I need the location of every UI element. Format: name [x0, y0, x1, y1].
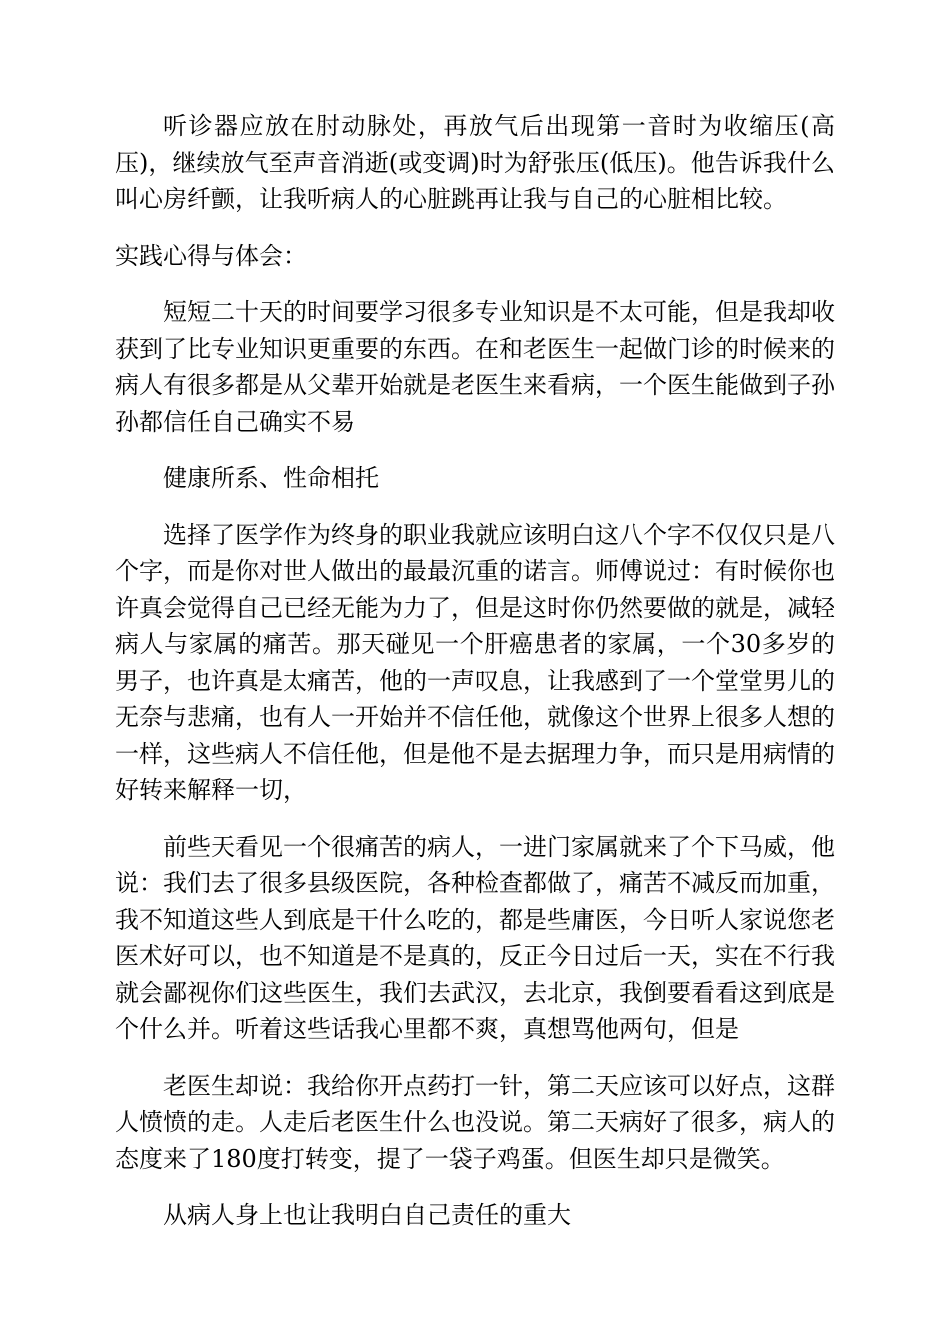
- document-page: [115, 108, 835, 1234]
- paragraph-responsibility: 从病人身上也让我明白自己责任的重大: [163, 1201, 571, 1229]
- paragraph-difficult-patient: 前些天看见一个很痛苦的病人，一进门家属就来了个下马威，他说：我们去了很多县级医院，各种检查都做了，痛苦不减反而加重，我不知道这些人到底是干什么吃的，都是些庸医，今日听人家说您老医术好可以，也不知道是不是真的，反正今日过后一天，实在不行我就会鄙视你们这些医生，我们去武汉，去北京，我倒要看看这到底是个什么并。听着这些话我心里都不爽，真想骂他两句，但是: [115, 832, 835, 1043]
- paragraph-blood-pressure: 听诊器应放在肘动脉处，再放气后出现第一音时为收缩压(高压)，继续放气至声音消逝(或变调)时为舒张压(低压)。他告诉我什么叫心房纤颤，让我听病人的心脏跳再让我与自己的心脏相比较。: [115, 112, 835, 213]
- paragraph-motto: 健康所系、性命相托: [163, 464, 379, 492]
- paragraph-twenty-days: 短短二十天的时间要学习很多专业知识是不太可能，但是我却收获到了比专业知识更重要的东西。在和老医生一起做门诊的时候来的病人有很多都是从父辈开始就是老医生来看病，一个医生能做到子孙孙都信任自己确实不易: [115, 298, 835, 436]
- section-heading-practice-experience: 实践心得与体会：: [115, 241, 307, 270]
- paragraph-doctor-response: 老医生却说：我给你开点药打一针，第二天应该可以好点，这群人愤愤的走。人走后老医生什么也没说。第二天病好了很多，病人的态度来了180度打转变，提了一袋子鸡蛋。但医生却只是微笑。: [115, 1071, 835, 1173]
- paragraph-career-choice: 选择了医学作为终身的职业我就应该明白这八个字不仅仅只是八个字，而是你对世人做出的最最沉重的诺言。师傅说过：有时候你也许真会觉得自己已经无能为力了，但是这时你仍然要做的就是，减轻病人与家属的痛苦。那天碰见一个肝癌患者的家属，一个30多岁的男子，也许真是太痛苦，他的一声叹息，让我感到了一个堂堂男儿的无奈与悲痛，也有人一开始并不信任他，就像这个世界上很多人想的一样，这些病人不信任他，但是他不是去据理力争，而只是用病情的好转来解释一切，: [115, 520, 835, 804]
